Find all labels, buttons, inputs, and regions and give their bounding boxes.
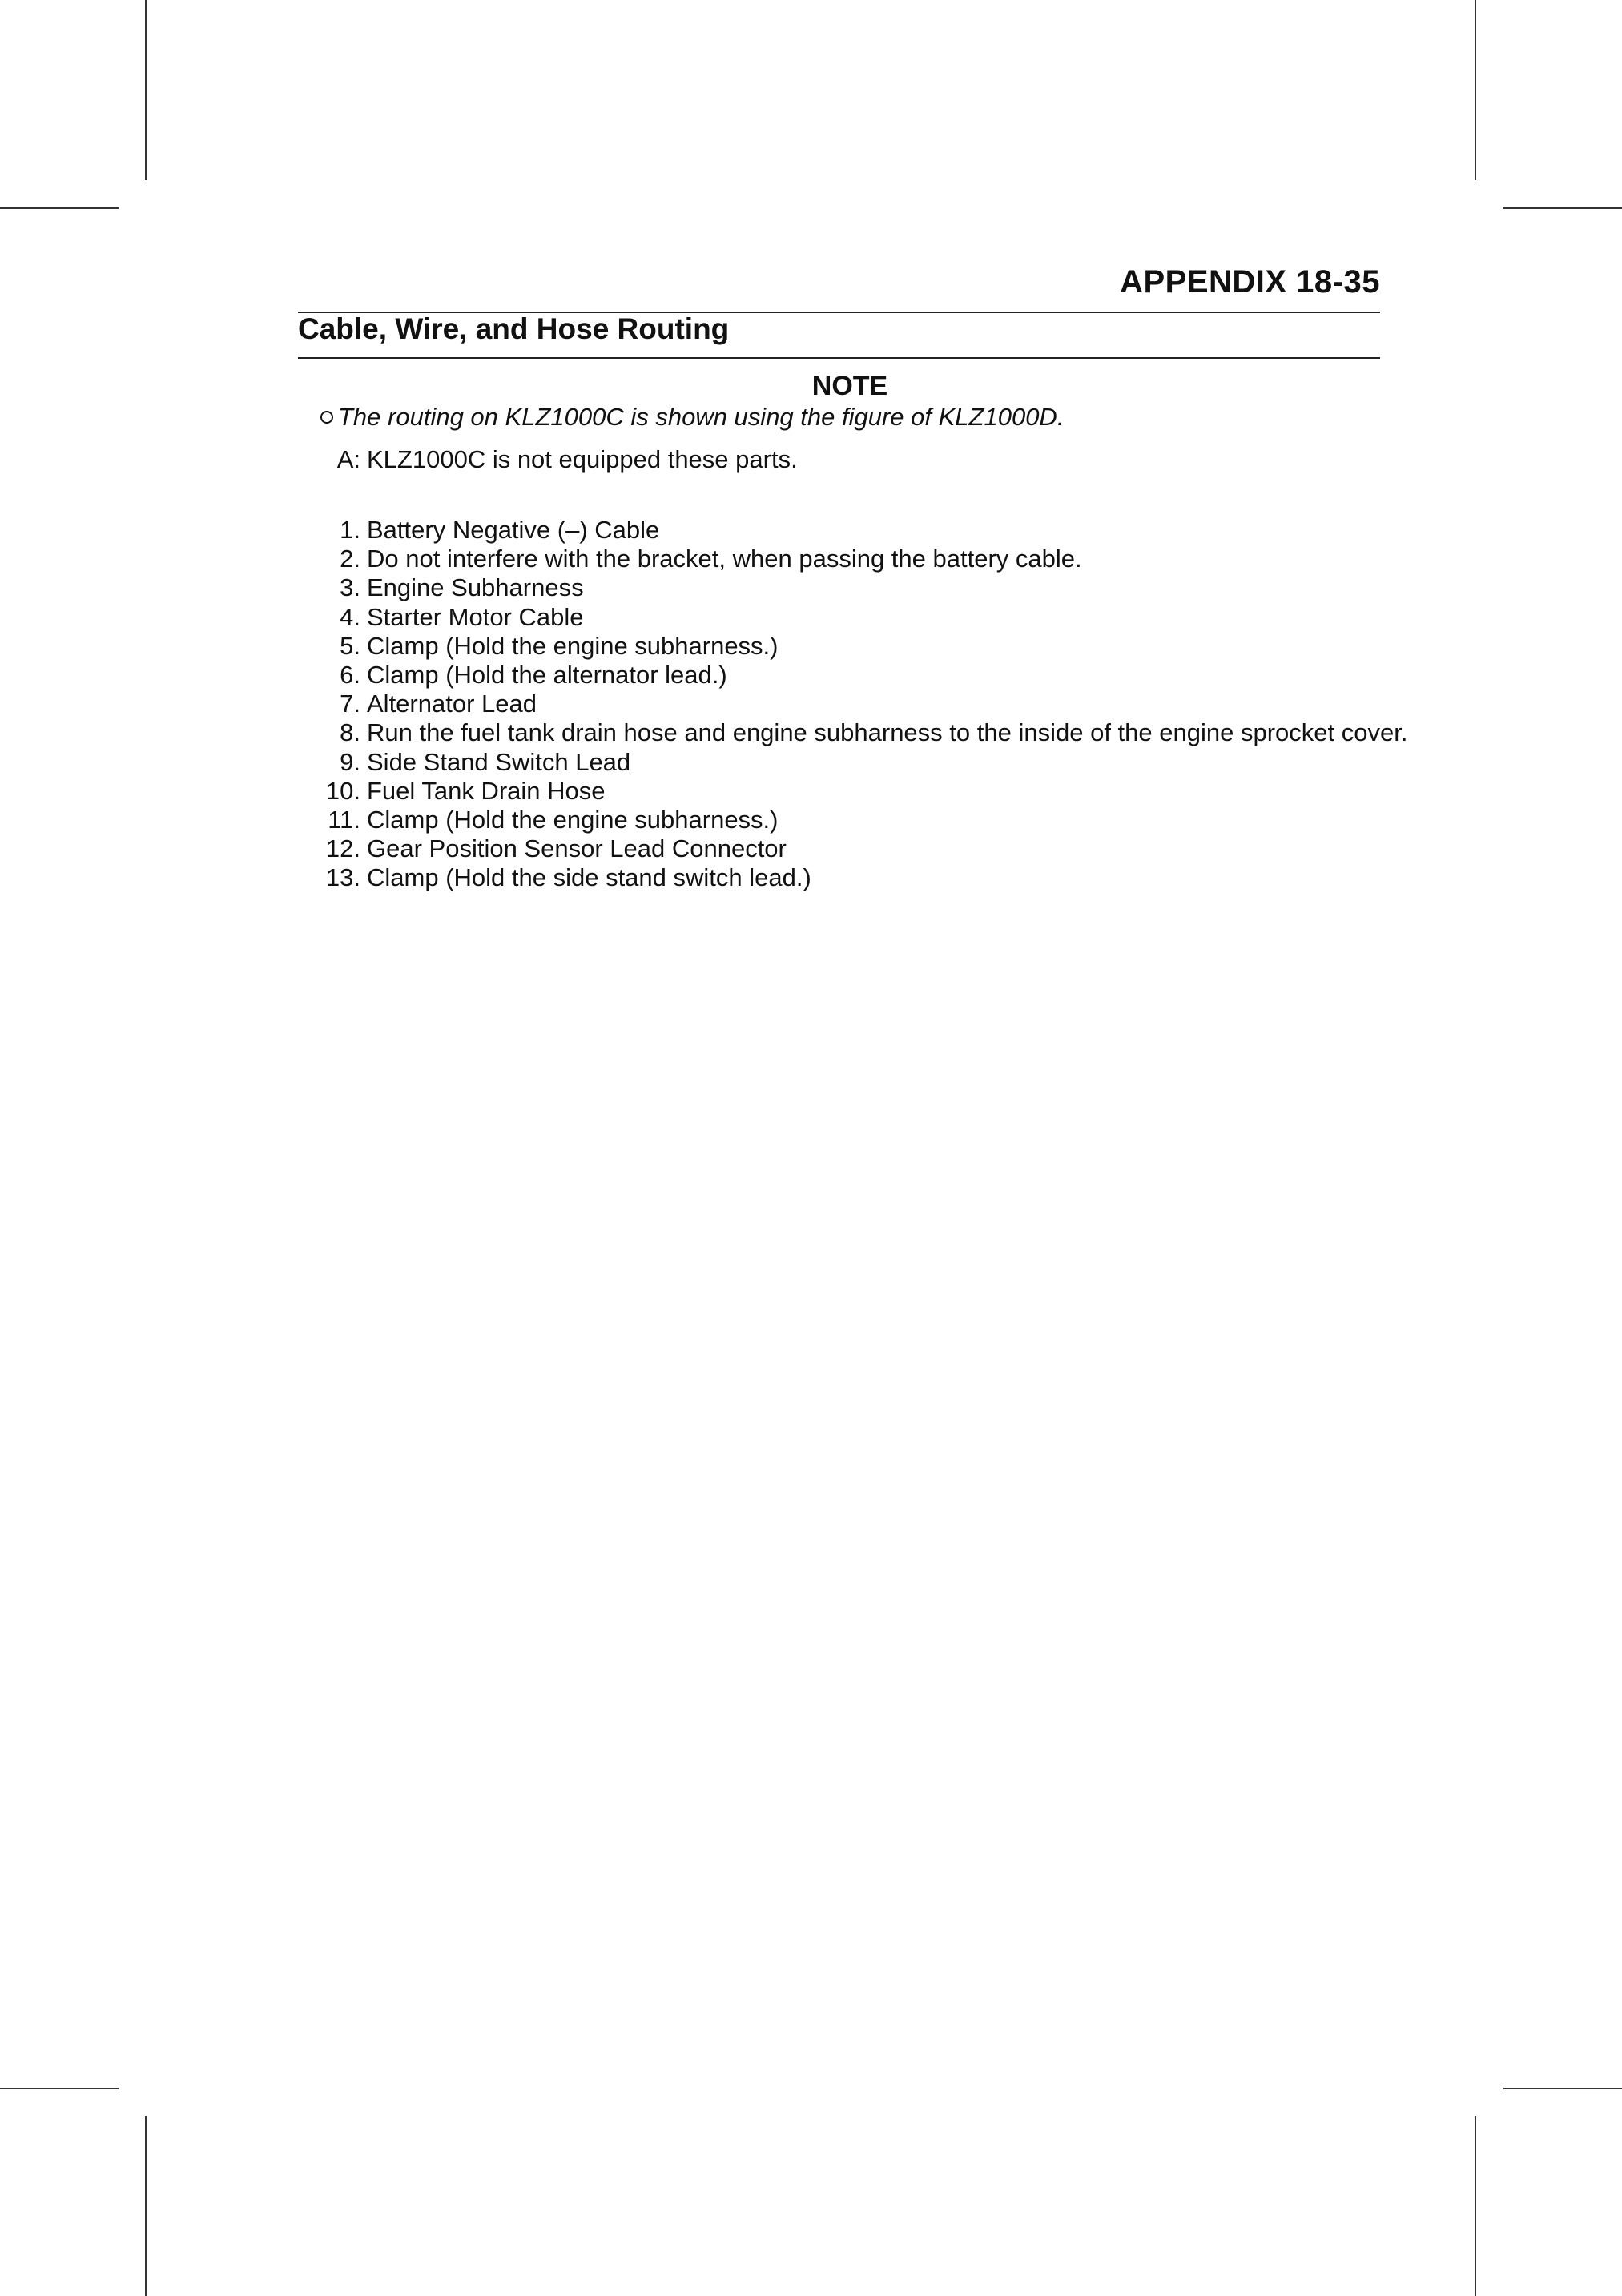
list-item-text: Gear Position Sensor Lead Connector [367, 834, 787, 863]
list-item-text: Clamp (Hold the side stand switch lead.) [367, 863, 811, 892]
list-item [298, 834, 1407, 863]
list-item [298, 603, 1407, 632]
list-item-text: Battery Negative (–) Cable [367, 516, 660, 544]
list-item-text: Run the fuel tank drain hose and engine subharness to the inside of the engine sprocket cover. [367, 718, 1408, 747]
list-item-number: 2. [340, 545, 360, 573]
list-item [298, 545, 1407, 573]
note-line [320, 403, 1064, 432]
crop-mark-top-right-vertical [1475, 0, 1476, 180]
crop-mark-bottom-right-vertical [1475, 2116, 1476, 2296]
list-item-number: 11. [328, 806, 360, 834]
list-item [298, 661, 1407, 690]
list-item [298, 516, 1407, 545]
list-item-number: 3. [340, 573, 360, 602]
crop-mark-bottom-left-vertical [145, 2116, 147, 2296]
note-heading: NOTE [811, 371, 888, 401]
page-header-title: APPENDIX 18-35 [1120, 264, 1380, 300]
list-item-number: 6. [340, 661, 360, 690]
note-text: The routing on KLZ1000C is shown using the figure of KLZ1000D. [338, 403, 1065, 431]
list-item-text: Clamp (Hold the alternator lead.) [367, 661, 727, 690]
crop-mark-top-right-horizontal [1503, 207, 1622, 209]
list-item-number: 13. [325, 863, 360, 892]
list-item [298, 718, 1407, 747]
list-item-number: 12. [325, 834, 360, 863]
list-item-text: Clamp (Hold the engine subharness.) [367, 806, 779, 834]
list-item-text: Alternator Lead [367, 690, 537, 718]
legend-key: A: [336, 445, 360, 473]
list-item-text: Fuel Tank Drain Hose [367, 776, 606, 805]
list-item-number: 8. [340, 718, 360, 747]
legend-text: KLZ1000C is not equipped these parts. [367, 445, 798, 473]
circle-bullet-icon [320, 411, 333, 424]
crop-mark-bottom-left-horizontal [0, 2088, 119, 2089]
list-item-text: Clamp (Hold the engine subharness.) [367, 631, 779, 660]
list-item-text: Do not interfere with the bracket, when passing the battery cable. [367, 545, 1082, 573]
list-item [298, 690, 1407, 718]
list-item-text: Starter Motor Cable [367, 602, 584, 631]
list-item-number: 9. [340, 747, 360, 776]
crop-mark-top-left-horizontal [0, 207, 119, 209]
list-item [298, 632, 1407, 661]
crop-mark-bottom-right-horizontal [1503, 2088, 1622, 2089]
list-item-number: 1. [340, 516, 360, 544]
section-rule [298, 357, 1380, 359]
list-item [298, 806, 1407, 834]
section-title: Cable, Wire, and Hose Routing [298, 312, 730, 345]
list-item-number: 5. [340, 631, 360, 660]
list-item-number: 10. [325, 776, 360, 805]
list-item [298, 748, 1407, 777]
parts-list [298, 516, 1407, 893]
list-item [298, 863, 1407, 892]
list-item-text: Engine Subharness [367, 573, 584, 602]
legend-row [298, 445, 798, 474]
crop-mark-top-left-vertical [145, 0, 147, 180]
list-item-number: 4. [340, 602, 360, 631]
list-item-text: Side Stand Switch Lead [367, 747, 631, 776]
list-item-number: 7. [340, 690, 360, 718]
list-item [298, 777, 1407, 806]
list-item [298, 573, 1407, 602]
